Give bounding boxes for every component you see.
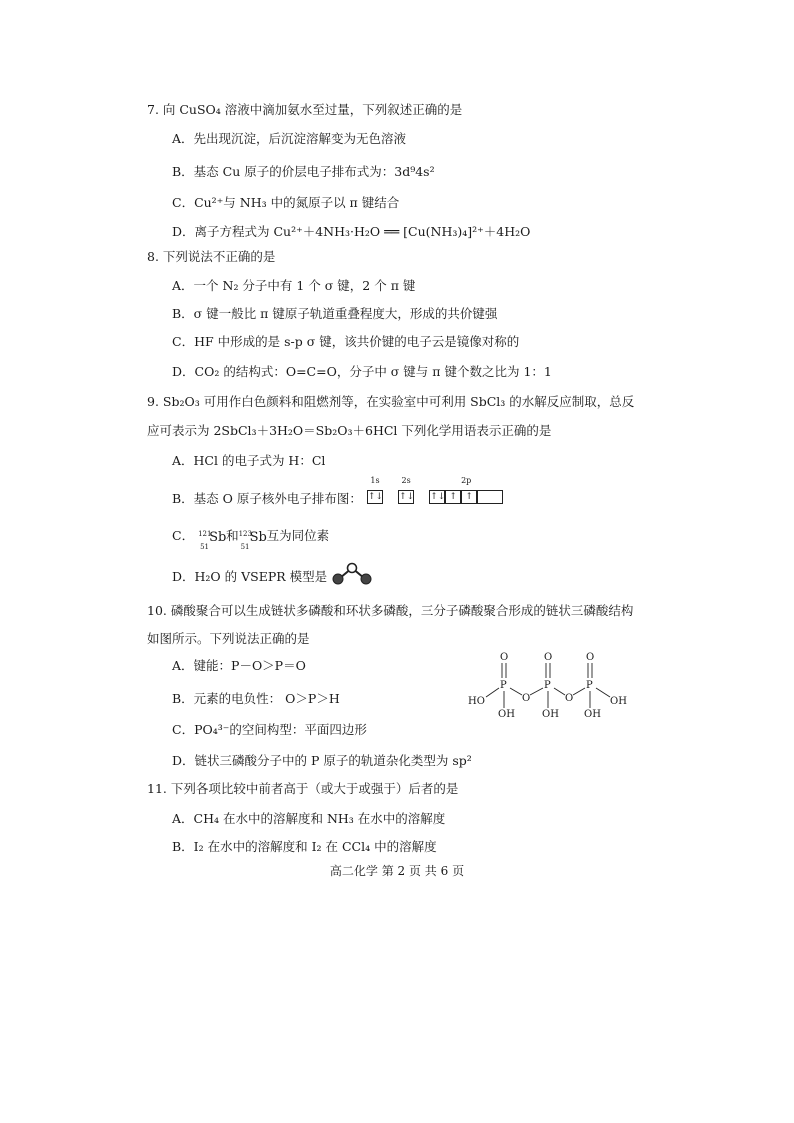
atom-o-bridge-2: O xyxy=(565,693,574,704)
atom-o-top-2: O xyxy=(544,652,553,663)
q10-option-a: A．键能：P－O＞P＝O xyxy=(172,658,306,673)
group-oh-p1: OH xyxy=(498,709,515,720)
orbital-box: ↑↓ xyxy=(368,491,384,502)
q10-stem-line1: 10. 磷酸聚合可以生成链状多磷酸和环状多磷酸，三分子磷酸聚合形成的链状三磷酸结构 xyxy=(147,603,634,618)
q9-option-c-and: 和 xyxy=(226,528,239,543)
q9-stem-line2: 应可表示为 2SbCl₃＋3H₂O＝Sb₂O₃＋6HCl 下列化学用语表示正确的是 xyxy=(147,423,552,438)
q10-option-d: D．链状三磷酸分子中的 P 原子的轨道杂化类型为 sp² xyxy=(172,753,472,768)
isotope-mass: 123 xyxy=(238,529,252,538)
orbital-box: ↑↓ xyxy=(430,491,446,502)
q9-option-d xyxy=(172,568,327,586)
orbital-label-2s: 2s xyxy=(401,476,411,485)
orbital-box: ↑↓ xyxy=(399,491,415,502)
atom-p-2: P xyxy=(544,680,551,691)
q9-stem-line1: 9. Sb₂O₃ 可用作白色颜料和阻燃剂等，在实验室中可利用 SbCl₃ 的水解反应制取，总反 xyxy=(147,394,635,409)
isotope-mass: 121 xyxy=(198,529,212,538)
atom-o-top-3: O xyxy=(586,652,595,663)
vsepr-model-icon xyxy=(328,562,376,588)
isotope-atomic-number: 51 xyxy=(200,542,209,551)
q7-option-a: A．先出现沉淀，后沉淀溶解变为无色溶液 xyxy=(172,131,407,146)
group-ho-left: HO xyxy=(468,696,485,707)
q10-option-b: B．元素的电负性： O＞P＞H xyxy=(172,691,340,706)
isotope-symbol: Sb xyxy=(209,529,227,545)
orbital-label-1s: 1s xyxy=(370,476,380,485)
q7-option-d: D．离子方程式为 Cu²⁺＋4NH₃·H₂O ══ [Cu(NH₃)₄]²⁺＋4H₂O xyxy=(172,224,531,239)
group-oh-p3: OH xyxy=(584,709,601,720)
q8-option-c: C．HF 中形成的是 s-p σ 键，该共价键的电子云是镜像对称的 xyxy=(172,334,520,349)
isotope-atomic-number: 51 xyxy=(240,542,250,551)
q10-option-c: C．PO₄³⁻的空间构型：平面四边形 xyxy=(172,722,367,737)
orbital-box: ↑ xyxy=(445,490,461,504)
atom-o-top-1: O xyxy=(500,652,509,663)
group-oh-p2: OH xyxy=(542,709,559,720)
group-oh-right: OH xyxy=(610,696,627,707)
q9-option-c xyxy=(172,527,330,551)
isotope-sb-121 xyxy=(198,529,227,551)
q11-stem: 11. 下列各项比较中前者高于（或大于或强于）后者的是 xyxy=(147,781,459,796)
q9-option-b xyxy=(172,490,362,508)
q8-option-a: A．一个 N₂ 分子中有 1 个 σ 键，2 个 π 键 xyxy=(172,278,416,293)
q8-stem: 8. 下列说法不正确的是 xyxy=(147,249,276,264)
orbital-2s xyxy=(398,476,414,505)
q9-option-c-prefix: C． xyxy=(172,528,195,543)
q11-option-a: A．CH₄ 在水中的溶解度和 NH₃ 在水中的溶解度 xyxy=(172,811,446,826)
isotope-sb-123 xyxy=(238,529,267,551)
q7-option-b: B．基态 Cu 原子的价层电子排布式为：3d⁹4s² xyxy=(172,164,435,179)
q9-option-c-suffix: 互为同位素 xyxy=(266,528,330,543)
q11-option-b: B．I₂ 在水中的溶解度和 I₂ 在 CCl₄ 中的溶解度 xyxy=(172,839,437,854)
isotope-symbol: Sb xyxy=(249,529,267,545)
q7-option-c: C．Cu²⁺与 NH₃ 中的氮原子以 π 键结合 xyxy=(172,195,400,210)
q9-option-a: A．HCl 的电子式为 H：Cl xyxy=(172,453,326,468)
atom-p-1: P xyxy=(500,680,507,691)
orbital-box-extra xyxy=(477,490,503,504)
orbital-1s xyxy=(367,476,383,505)
q8-option-b: B．σ 键一般比 π 键原子轨道重叠程度大，形成的共价键强 xyxy=(172,306,498,321)
orbital-2p xyxy=(429,476,503,505)
atom-o-bridge-1: O xyxy=(522,693,531,704)
orbital-diagram xyxy=(367,476,503,505)
orbital-box: ↑ xyxy=(461,490,477,504)
q9-option-b-text: B．基态 O 原子核外电子排布图： xyxy=(172,491,362,506)
q10-stem-line2: 如图所示。下列说法正确的是 xyxy=(147,631,310,646)
q8-option-d: D．CO₂ 的结构式：O=C=O，分子中 σ 键与 π 键个数之比为 1：1 xyxy=(172,364,552,379)
q7-stem: 7. 向 CuSO₄ 溶液中滴加氨水至过量，下列叙述正确的是 xyxy=(147,102,463,117)
atom-p-3: P xyxy=(586,680,593,691)
triphosphoric-acid-structure xyxy=(466,648,636,722)
q9-option-d-text: D．H₂O 的 VSEPR 模型是 xyxy=(172,569,328,584)
orbital-label-2p: 2p xyxy=(461,476,472,485)
page-footer: 高二化学 第 2 页 共 6 页 xyxy=(329,864,465,878)
